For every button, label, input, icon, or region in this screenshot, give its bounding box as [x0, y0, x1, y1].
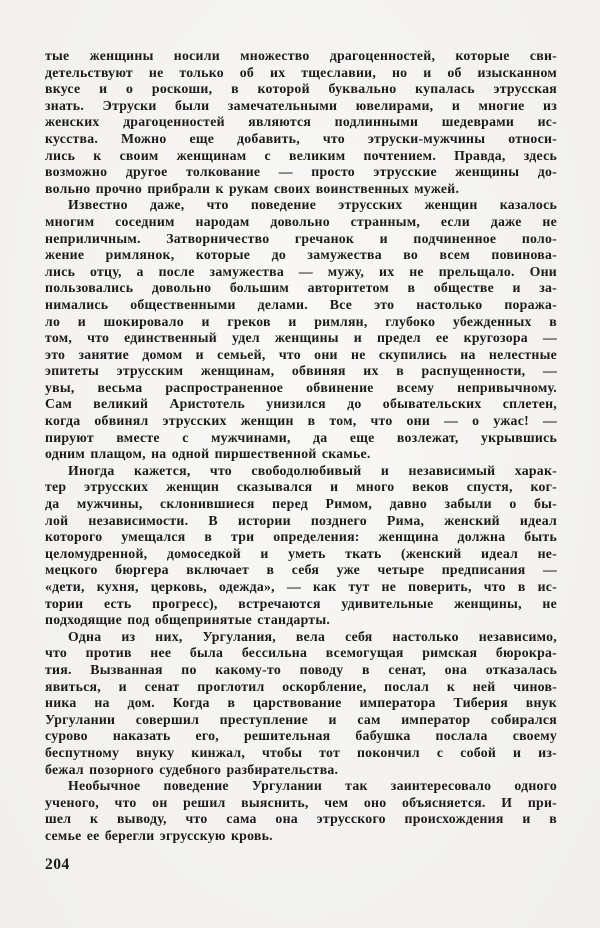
page-number: 204 [45, 855, 70, 873]
text-line: детельствуют не только об их тщеславии, но и об изысканном [45, 64, 557, 80]
text-line: когда обвинял этрусских женщин в том, что они — о ужас! — [45, 413, 557, 429]
text-line: неприличным. Затворничество гречанок и подчиненное поло- [45, 230, 557, 246]
text-line: мецкого бюргера включает в себя уже четыре предписания — [45, 562, 557, 578]
text-line: это занятие домом и семьей, что они не скупились на нелестные [45, 346, 557, 362]
text-line: шел к выводу, что сама она этрусского происхождения и в [45, 811, 557, 827]
text-line: семье ее берегли эгрусскую кровь. [45, 827, 273, 843]
text-line: тия. Вызванная по какому-то поводу в сенат, она отказалась [45, 661, 557, 677]
text-line: ло и шокировало и греков и римлян, глубоко убежденных в [45, 313, 557, 329]
text-line: бежал позорного судебного разбирательства. [45, 761, 339, 777]
text-line: целомудренной, домоседкой и уметь ткать (женский идеал не- [45, 545, 557, 561]
text-line: Одна из них, Ургулания, вела себя настолько независимо, [68, 628, 557, 644]
text-line: Необычное поведение Ургулании так заинтересовало одного [68, 778, 557, 794]
text-line: возможно другое толкование — просто этрусские женщины до- [45, 164, 557, 180]
paragraph [45, 463, 557, 629]
text-line: тые женщины носили множество драгоценностей, которые сви- [45, 48, 557, 63]
text-line: нимались общественными делами. Все это настолько поража- [45, 296, 557, 312]
text-line: знать. Этруски были замечательными ювелирами, и многие из [45, 97, 557, 113]
text-line: лой независимости. В истории позднего Рима, женский идеал [45, 512, 557, 528]
text-line: беспутному внуку кинжал, чтобы тот покончил с собой и из- [45, 744, 557, 760]
text-block [45, 48, 557, 845]
text-line: ника на дом. Когда в царствование императора Тиберия внук [45, 695, 557, 711]
text-line: лись к своим женщинам с великим почтением. Правда, здесь [45, 147, 557, 163]
text-line: пользовались довольно большим авторитетом в обществе и за- [45, 280, 557, 296]
text-line: да мужчины, склонившиеся перед Римом, давно забыли о бы- [45, 496, 557, 512]
paragraph [45, 778, 557, 844]
text-line: одним плащом, на одной пиршественной скамье. [45, 446, 371, 462]
text-line: увы, весьма распространенное обвинение всему непривычному. [45, 379, 557, 395]
text-line: явиться, и сенат проглотил оскорбление, послал к ней чинов- [45, 678, 557, 694]
text-line: сурово наказать его, решительная бабушка послала своему [45, 728, 557, 744]
text-line: многим соседним народам довольно странным, если даже не [45, 213, 557, 229]
text-line: том, что единственный удел женщины и предел ее кругозора — [45, 330, 557, 346]
text-line: жение римлянок, которые до замужества во всем повинова- [45, 247, 557, 263]
text-line: Ургулании совершил преступление и сам император собирался [45, 711, 557, 727]
text-line: лись отцу, а после замужества — мужу, их не прельщало. Они [45, 263, 557, 279]
text-line: Известно даже, что поведение этрусских женщин казалось [68, 197, 557, 213]
text-line: ученого, что он решил выяснить, чем оно объясняется. И при- [45, 794, 557, 810]
text-line: женских драгоценностей являются подлинными шедеврами ис- [45, 114, 557, 130]
text-line: пируют вместе с мужчинами, да еще возлежат, укрывшись [45, 429, 557, 445]
text-line: вкусе и о роскоши, в которой буквально купалась этрусская [45, 81, 557, 97]
text-line: подходящие под общепринятые стандарты. [45, 612, 331, 628]
text-line: «дети, кухня, церковь, одежда», — как тут не поверить, что в ис- [45, 579, 557, 594]
paragraph [45, 48, 557, 197]
text-line: что против нее была бессильна всемогущая римская бюрокра- [45, 645, 557, 661]
text-line: кусства. Можно еще добавить, что этруски-мужчины относи- [45, 130, 557, 146]
paragraph [45, 629, 557, 778]
text-line: Иногда кажется, что свободолюбивый и независимый харак- [68, 462, 557, 478]
text-line: эпитеты этрусским женщинам, обвиняя их в распущенности, — [45, 363, 557, 379]
text-line: вольно прочно прибрали к рукам своих воинственных мужей. [45, 180, 460, 196]
text-line: которого умещался в три определения: женщина должна быть [45, 529, 557, 545]
paragraph [45, 197, 557, 463]
text-line: тер этрусских женщин сказывался и много веков спустя, ког- [45, 479, 557, 495]
text-line: тории есть прогресс), встречаются удивительные женщины, не [45, 595, 557, 611]
text-line: Сам великий Аристотель унизился до обывательских сплетен, [45, 396, 557, 412]
